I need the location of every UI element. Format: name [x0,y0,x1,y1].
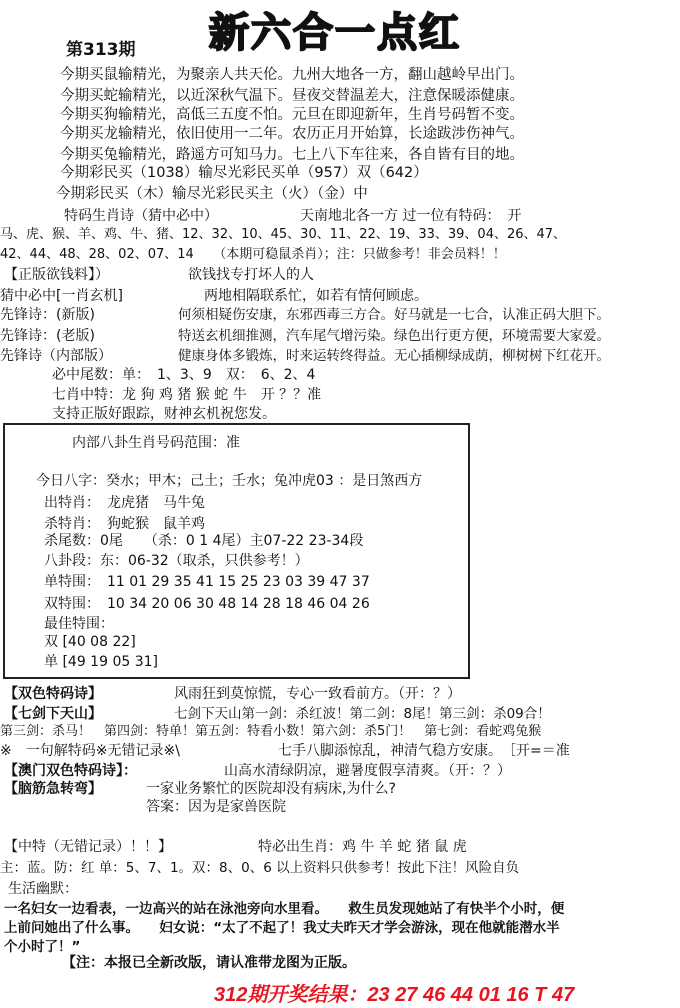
bagua-best-label: 最佳特围： [44,616,114,632]
newspaper-title-logo [190,6,480,56]
support-text: 支持正版好跟踪，财神玄机祝您发。 [52,406,276,422]
shuangse-text: 风雨狂到莫惊慌，专心一致看前方。（开：？） [174,686,461,702]
tail-numbers: 必中尾数：单： 1、3、9 双： 6、2、4 [52,367,316,383]
poem-label: 先锋诗：(老版) [0,328,95,344]
edition-note: 【注：本报已全新改版，请认准带龙图为正版。 [62,955,356,971]
bagua-double: 双特围： 10 34 20 06 30 48 14 28 18 46 04 26 [44,596,370,612]
zhengban-text: 欲钱找专打坏人的人 [188,267,314,283]
issue-number: 第313期 [66,40,136,60]
special-poem: 天南地北各一方 过一位有特码： 开 [300,208,522,224]
seven-zodiac: 七肖中特：龙 狗 鸡 猪 猴 蛇 牛 开 ？？准 [52,387,322,403]
humor-line: 个小时了！” [4,939,81,955]
yiju-label: ※ 一句解特码※无错记录※\ [0,743,180,759]
qijian-line2: 第三剑：杀马！ 第四剑：特单！第五剑：特看小数！第六剑：杀5门！ 第七剑：看蛇鸡兔猴 [0,724,542,739]
shuangse-label: 【双色特码诗】 [4,686,102,702]
poem-line: 今期买狗输精光，高低三五度不怕。元旦在即迎新年，生肖号码暂不变。 [60,107,524,123]
bagua-title: 内部八卦生肖号码范围：准 [72,435,240,451]
poem-label: 先锋诗：(新版) [0,307,95,323]
special-numbers-row: 42、44、48、28、02、07、14 （本期可稳鼠杀肖）；注：只做参考！非会员料！！ [0,247,506,262]
bagua-single: 单特围： 11 01 29 35 41 15 25 23 03 39 47 37 [44,574,370,590]
poem-line: 今期买鼠输精光，为聚亲人共天伦。九州大地各一方，翻山越岭早出门。 [60,67,524,83]
zhongte-label: 【中特（无错记录）！！】 [4,839,172,855]
title-text: 新六合一点红 [209,10,461,56]
guess-label: 猜中必中[一肖玄机] [0,288,123,304]
poem-text: 何须相疑伤安康，东邪西毒三方合。好马就是一七合，认准正码大胆下。 [178,307,610,323]
bagua-duan: 八卦段：东：06-32（取杀，只供参考！） [44,553,309,569]
poem-line: 今期彩民买（木）输尽光彩民买主（火）（金）中 [56,186,368,202]
poem-label: 先锋诗（内部版） [0,348,112,364]
guess-text: 两地相隔联系忙，如若有情何顾虑。 [204,288,428,304]
poem-line: 今期买兔输精光，路遥方可知马力。七上八下车往来，各自皆有目的地。 [60,147,524,163]
qijian-label: 【七剑下天山】 [4,706,102,722]
poem-text: 特送玄机细推测，汽车尾气增污染。绿色出行更方便，环境需要大家爱。 [178,328,610,344]
qijian-line1: 七剑下天山第一剑：杀红波！第二剑：8尾！第三剑：杀09合！ [174,706,551,722]
bagua-sha: 杀特肖： 狗蛇猴 鼠羊鸡 [44,516,205,532]
poem-line: 今期买蛇输精光，以近深秋气温下。昼夜交替温差大，注意保暖添健康。 [60,88,524,104]
poem-line: 今期买龙输精光，依旧使用一二年。农历正月开始算，长途跋涉伤神气。 [60,126,524,142]
zhongte-line2: 主：蓝。防：红 单：5、7、1。双：8、0、6 以上资料只供参考！按此下注！风险自负 [0,860,520,876]
special-label: 特码生肖诗（猜中必中） [64,208,218,224]
lottery-result: 312期开奖结果：23 27 46 44 01 16 T 47 [214,984,575,1006]
bagua-best-double: 双 [40 08 22] [44,634,136,650]
zhengban-label: 【正版欲钱料】） [4,267,109,283]
humor-line: 一名妇女一边看表，一边高兴的站在泳池旁向水里看。 救生员发现她站了有快半个小时，便 [4,901,565,917]
bagua-sha-tail: 杀尾数：0尾 （杀：0 1 4尾）主07-22 23-34段 [44,533,364,549]
bagua-best-single: 单 [49 19 05 31] [44,654,158,670]
aomen-text: 山高水清绿阴凉，避暑度假享清爽。（开：？） [224,763,511,779]
yiju-text: 七手八脚添惊乱，神清气稳方安康。 ［开=＝准 [278,743,570,759]
aomen-label: 【澳门双色特码诗】： [4,763,137,779]
special-numbers-row: 马、虎、猴、羊、鸡、牛、猪、12、32、10、45、30、11、22、19、33、39、04、26、47、 [0,227,567,242]
zhongte-text: 特必出生肖：鸡 牛 羊 蛇 猪 鼠 虎 [258,839,467,855]
brain-answer: 答案：因为是家兽医院 [146,799,286,815]
humor-line: 上前问她出了什么事。 妇女说：“太了不起了！我丈夫昨天才学会游泳，现在他就能潜水半 [4,920,560,936]
poem-line: 今期彩民买（1038）输尽光彩民买单（957）双（642） [60,165,428,181]
humor-label: 生活幽默： [8,881,78,897]
poem-text: 健康身体多锻炼，时来运转终得益。无心插柳绿成荫，柳树树下红花开。 [178,348,610,364]
bagua-bazi: 今日八字：癸水；甲木；己土；壬水；兔冲虎03 ：是日煞西方 [36,473,423,489]
brain-question: 一家业务繁忙的医院却没有病床,为什么? [146,781,396,797]
brain-label: 【脑筋急转弯】 [4,781,102,797]
bagua-chu: 出特肖： 龙虎猪 马牛兔 [44,495,205,511]
